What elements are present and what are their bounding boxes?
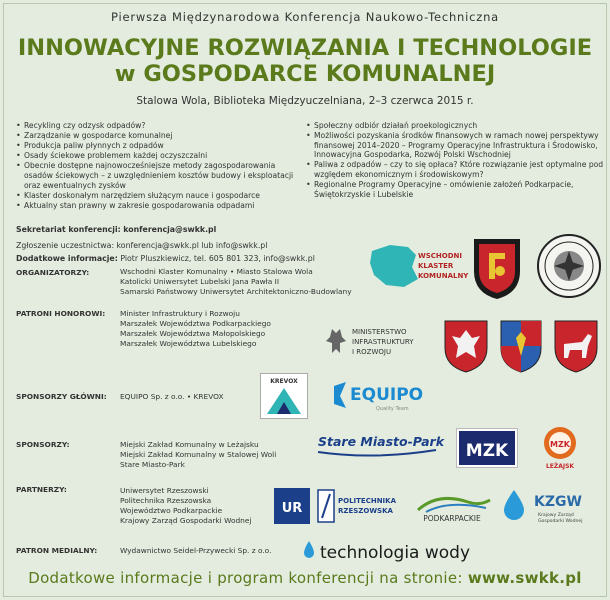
- park-logo-text: Stare Miasto-Park: [318, 434, 445, 449]
- partner-line: Politechnika Rzeszowska: [120, 496, 212, 505]
- topic-item: • Możliwości pozyskania środków finansowych w ramach nowej perspektywy finansowej 2014–2020 – Programy Operacyjne Infrastruktura i Środowisko, Innowacyjna Gospodarka, Rozwój Polski Wschodniej: [306, 131, 606, 160]
- equipo-logo: [330, 378, 430, 412]
- kzgw-drop-icon: [498, 486, 602, 526]
- kzgw-logo-sub-1: Krajowy Zarząd: [538, 513, 574, 518]
- topic-item: • Paliwa z odpadów – czy to się opłaca? Które rozwiązanie jest optymalne pod względem ekonomicznym i środowiskowym?: [306, 160, 606, 179]
- kul-seal: [536, 233, 602, 299]
- mzk-mark-icon: [457, 429, 517, 467]
- topic-item: • Recykling czy odzysk odpadów?: [16, 121, 294, 131]
- patron-line: Marszałek Województwa Podkarpackiego: [120, 319, 271, 328]
- patron-line: Marszałek Województwa Małopolskiego: [120, 329, 266, 338]
- patron-line: Marszałek Województwa Lubelskiego: [120, 339, 257, 348]
- organizer-line: Wschodni Klaster Komunalny • Miasto Stalowa Wola: [120, 267, 313, 276]
- conference-name: Pierwsza Międzynarodowa Konferencja Naukowo-Techniczna: [110, 10, 500, 24]
- sponsor-line: Miejski Zakład Komunalny w Stalowej Woli: [120, 450, 277, 459]
- sponsor-line: Stare Miasto-Park: [120, 460, 185, 469]
- secretariat-line: [16, 225, 216, 234]
- podkarpackie-logo: [408, 488, 496, 524]
- sponsor-line: Miejski Zakład Komunalny w Leżajsku: [120, 440, 259, 449]
- ministry-logo-text-3: I ROZWOJU: [352, 348, 392, 356]
- podkarpackie-logo-text: PODKARPACKIE: [423, 514, 481, 523]
- blue-red-shield-icon: [498, 318, 544, 374]
- ur-mark-icon: [272, 486, 312, 526]
- seal-icon: [536, 233, 602, 299]
- topic-item: • Społeczny odbiór działań proekologicznych: [306, 121, 606, 131]
- podkarpackie-crest: [442, 318, 490, 374]
- kzgw-logo-sub-2: Gospodarki Wodnej: [538, 519, 583, 524]
- kzgw-logo-text: KZGW: [534, 494, 582, 510]
- title-line-2: w GOSPODARCE KOMUNALNEJ: [114, 61, 496, 87]
- stare-miasto-park-logo: [314, 426, 445, 460]
- partner-line: Uniwersytet Rzeszowski: [120, 486, 209, 495]
- prz-mark-icon: [316, 488, 404, 524]
- mzk-stalowa-wola-logo: [456, 428, 518, 468]
- technologia-wody-text: technologia wody: [320, 543, 471, 563]
- footer-info: [0, 569, 610, 587]
- partners-label: PARTNERZY:: [16, 485, 67, 494]
- organizer-line: Samarski Państwowy Uniwersytet Architektoniczno-Budowlany: [120, 287, 352, 296]
- main-sponsors-text: EQUIPO Sp. z o.o. • KREVOX: [120, 392, 224, 401]
- media-patron-label: PATRON MEDIALNY:: [16, 546, 98, 555]
- krevox-mark-icon: [261, 374, 307, 418]
- red-shield-icon: [442, 318, 490, 374]
- topic-item: • Obecnie dostępne najnowocześniejsze metody zagospodarowania osadów ściekowych – z uwzględnieniem kosztów budowy i eksploatacji oraz ewentualnych zysków: [16, 161, 294, 190]
- ur-logo-text: UR: [281, 501, 303, 516]
- technologia-wody-logo: [302, 537, 471, 565]
- organizers-label: ORGANIZATORZY:: [16, 268, 90, 277]
- equipo-mark-icon: [330, 378, 430, 412]
- mzk-gear-icon: [536, 424, 584, 470]
- organizer-line: Katolicki Uniwersytet Lubelski Jana Pawła II: [120, 277, 280, 286]
- secretariat-email[interactable]: konferencja@swkk.pl: [123, 225, 217, 234]
- topic-item: • Zarządzanie w gospodarce komunalnej: [16, 131, 294, 141]
- equipo-logo-text: EQUIPO: [350, 385, 424, 405]
- krevox-logo-text: KREVOX: [270, 378, 298, 385]
- page-title: [0, 35, 610, 87]
- prz-logo-text-1: POLITECHNIKA: [338, 497, 397, 505]
- podkarpackie-hills-icon: [408, 488, 496, 524]
- prz-logo-text-2: RZESZOWSKA: [338, 507, 393, 515]
- contact-line: [16, 254, 315, 263]
- topic-item: • Produkcja paliw płynnych z odpadów: [16, 141, 294, 151]
- partner-line: Krajowy Zarząd Gospodarki Wodnej: [120, 516, 252, 525]
- topic-item: • Regionalne Programy Operacyjne – omówienie założeń Podkarpacie, Świętokrzyskie i Lubelskie: [306, 180, 606, 199]
- ministry-logo: [318, 323, 434, 359]
- patron-line: Minister Infrastruktury i Rozwoju: [120, 309, 240, 318]
- ur-logo: [272, 486, 312, 526]
- topic-item: • Klaster doskonałym narzędziem służącym nauce i gospodarce: [16, 191, 294, 201]
- malopolskie-crest: [498, 318, 544, 374]
- applications-line[interactable]: Zgłoszenie uczestnictwa: konferencja@swkk.pl lub info@swkk.pl: [16, 241, 268, 250]
- footer-url-link[interactable]: www.swkk.pl: [467, 569, 582, 587]
- footer-text: Dodatkowe informacje i program konferencji na stronie:: [28, 569, 463, 587]
- main-sponsors-label: SPONSORZY GŁÓWNI:: [16, 392, 107, 401]
- event-venue-date: Stalowa Wola, Biblioteka Międzyuczelniana, 2–3 czerwca 2015 r.: [136, 95, 474, 107]
- mzk-lezajsk-logo: [536, 424, 584, 470]
- stalowa-wola-crest: [470, 235, 524, 301]
- sponsors-label: SPONSORZY:: [16, 440, 70, 449]
- park-wordmark-icon: [314, 426, 445, 460]
- mzk-lezajsk-sub: LEŻAJSK: [545, 463, 575, 470]
- topic-item: • Aktualny stan prawny w zakresie gospodarowania odpadami: [16, 201, 294, 211]
- krevox-logo: [260, 373, 308, 419]
- ministry-logo-text-1: MINISTERSTWO: [352, 328, 407, 336]
- contact-details[interactable]: Piotr Pluszkiewicz, tel. 605 801 323, info@swkk.pl: [120, 254, 315, 263]
- media-patron-text: Wydawnictwo Seidel-Przywecki Sp. z o.o.: [120, 546, 272, 555]
- wkk-map-icon: [368, 241, 469, 293]
- crest-icon: [470, 235, 524, 301]
- equipo-logo-tagline: Quality Team: [376, 406, 409, 412]
- wkk-logo-text-3: KOMUNALNY: [418, 272, 469, 280]
- topic-item: • Osady ściekowe problemem każdej oczyszczalni: [16, 151, 294, 161]
- kzgw-logo: [498, 486, 602, 526]
- wkk-logo-text-1: WSCHODNI: [418, 252, 462, 260]
- contact-label: Dodatkowe informacje:: [16, 254, 118, 263]
- prz-logo: [316, 488, 404, 524]
- wkk-logo: [368, 241, 469, 293]
- lubelskie-crest: [552, 318, 600, 374]
- mzk-logo-text: MZK: [465, 441, 509, 461]
- topics-list-left: [16, 121, 294, 211]
- ministry-logo-text-2: INFRASTRUKTURY: [352, 338, 414, 346]
- mzk-lezajsk-text: MZK: [550, 440, 570, 449]
- organizers-list: [120, 267, 380, 297]
- secretariat-label: Sekretariat konferencji:: [16, 225, 121, 234]
- patrons-label: PATRONI HONOROWI:: [16, 309, 106, 318]
- water-drop-icon: [302, 537, 471, 565]
- wkk-logo-text-2: KLASTER: [418, 262, 454, 270]
- deer-shield-icon: [552, 318, 600, 374]
- title-line-1: INNOWACYJNE ROZWIĄZANIA I TECHNOLOGIE: [17, 35, 593, 61]
- partner-line: Województwo Podkarpackie: [120, 506, 223, 515]
- topics-list-right: [306, 121, 606, 200]
- ministry-eagle-icon: [318, 323, 434, 359]
